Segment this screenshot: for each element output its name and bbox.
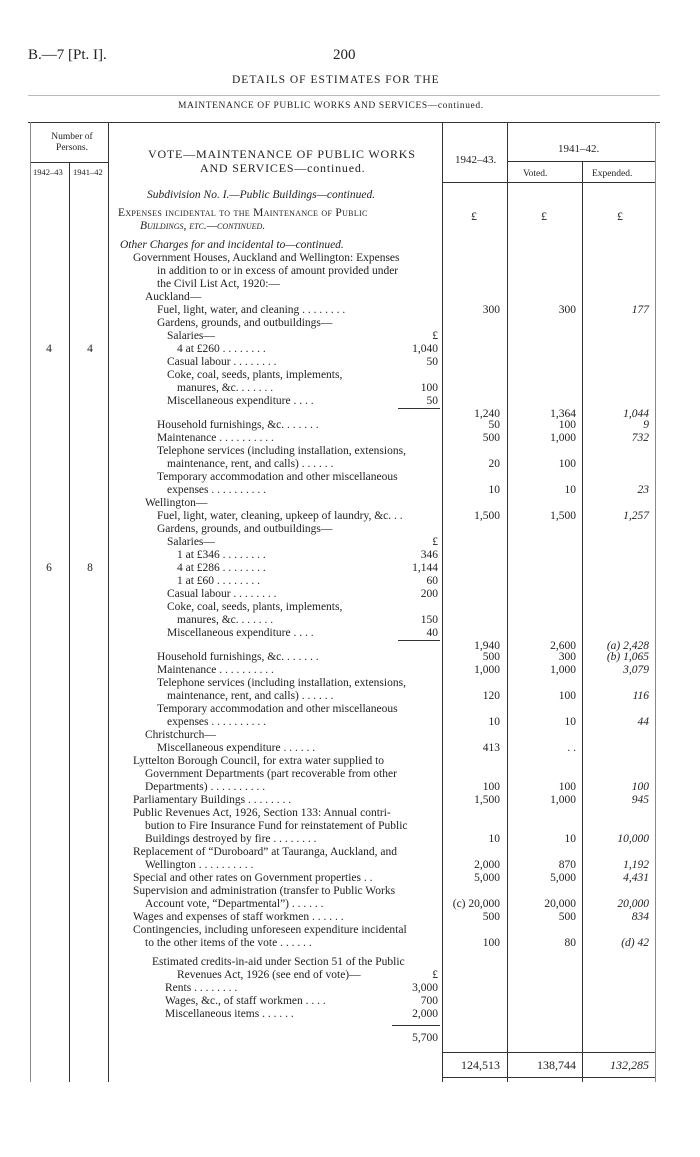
line-label: Fuel, light, water, cleaning, upkeep of laundry, &c. . . bbox=[157, 510, 403, 522]
line-label: Gardens, grounds, and outbuildings— bbox=[157, 317, 333, 329]
persons-1942: 6 bbox=[46, 562, 52, 574]
sub-amount: £ bbox=[432, 536, 438, 548]
sub-amount: 50 bbox=[426, 356, 438, 368]
expended-amount: 4,431 bbox=[623, 872, 649, 884]
total-voted: 138,744 bbox=[537, 1058, 576, 1072]
persons-right-rule bbox=[108, 122, 109, 1082]
line-label: Casual labour . . . . . . . . bbox=[167, 356, 277, 368]
line-label: Temporary accommodation and other miscellaneous bbox=[157, 471, 398, 483]
voted-amount: 500 bbox=[558, 911, 576, 923]
line-label: Miscellaneous expenditure . . . . . . bbox=[157, 742, 316, 754]
line-label: Maintenance . . . . . . . . . . bbox=[157, 432, 274, 444]
line-label: Casual labour . . . . . . . . bbox=[167, 588, 277, 600]
line-label: 1 at £346 . . . . . . . . bbox=[177, 549, 266, 561]
sub-amount: 1,144 bbox=[412, 562, 438, 574]
gov-houses-line-3: the Civil List Act, 1920:— bbox=[157, 278, 280, 290]
credits-title-1: Estimated credits-in-aid under Section 51 of the Public bbox=[152, 956, 405, 968]
persons-1941: 8 bbox=[87, 562, 93, 574]
credits-value: 3,000 bbox=[412, 982, 438, 994]
line-label: Auckland— bbox=[145, 291, 202, 303]
expended-amount: 116 bbox=[632, 690, 649, 702]
expended-right-rule bbox=[655, 122, 656, 1082]
sub-amount: 100 bbox=[420, 382, 438, 394]
voted-amount: 10 bbox=[564, 716, 576, 728]
vote-title-1: VOTE—MAINTENANCE OF PUBLIC WORKS bbox=[148, 147, 416, 161]
estimate-amount: 1,940 bbox=[474, 640, 500, 652]
persons-mid-rule bbox=[69, 162, 70, 1082]
line-label: Coke, coal, seeds, plants, implements, bbox=[167, 601, 343, 613]
line-label: Replacement of “Duroboard” at Tauranga, Auckland, and bbox=[133, 846, 398, 858]
estimate-amount: 120 bbox=[482, 690, 500, 702]
estimate-amount: 100 bbox=[482, 781, 500, 793]
estimate-amount: 20 bbox=[488, 458, 500, 470]
sub-amount: 346 bbox=[420, 549, 438, 561]
voted-amount: 10 bbox=[564, 484, 576, 496]
estimate-amount: 2,000 bbox=[474, 859, 500, 871]
voted-amount: 100 bbox=[558, 781, 576, 793]
sub-amount: 40 bbox=[426, 627, 438, 639]
header-rule bbox=[28, 95, 660, 96]
expended-amount: 20,000 bbox=[617, 898, 649, 910]
line-label: maintenance, rent, and calls) . . . . . . bbox=[167, 458, 334, 470]
page-title: DETAILS OF ESTIMATES FOR THE bbox=[232, 74, 440, 86]
totals-top-rule bbox=[442, 1052, 655, 1053]
line-label: Government Departments (part recoverable from other bbox=[145, 768, 397, 780]
expended-amount: 834 bbox=[631, 911, 649, 923]
expended-amount: 100 bbox=[631, 781, 649, 793]
estimate-amount: (c) 20,000 bbox=[452, 898, 500, 910]
expended-amount: 1,192 bbox=[623, 859, 649, 871]
voted-amount: 100 bbox=[558, 458, 576, 470]
wellington-subtotal-rule bbox=[398, 640, 440, 641]
total-expended: 132,285 bbox=[610, 1058, 649, 1072]
line-label: Salaries— bbox=[167, 536, 215, 548]
expended-amount: 1,257 bbox=[623, 510, 649, 522]
estimate-amount: 1,500 bbox=[474, 794, 500, 806]
voted-amount: 1,500 bbox=[550, 510, 576, 522]
line-label: Household furnishings, &c. . . . . . . bbox=[157, 651, 319, 663]
expended-amount: (b) 1,065 bbox=[606, 651, 649, 663]
persons-col-1941: 1941–42 bbox=[73, 167, 103, 177]
estimate-amount: 500 bbox=[482, 911, 500, 923]
line-label: Special and other rates on Government properties . . bbox=[133, 872, 373, 884]
line-label: Miscellaneous expenditure . . . . bbox=[167, 395, 314, 407]
expended-amount: 3,079 bbox=[623, 664, 649, 676]
line-label: Miscellaneous expenditure . . . . bbox=[167, 627, 314, 639]
total-estimate: 124,513 bbox=[461, 1058, 500, 1072]
voted-amount: 10 bbox=[564, 833, 576, 845]
estimate-amount: 1,240 bbox=[474, 408, 500, 420]
estimate-amount: 1,500 bbox=[474, 510, 500, 522]
expenses-heading-2: Buildings, etc.—continued. bbox=[140, 220, 266, 232]
credits-item: Miscellaneous items . . . . . . bbox=[165, 1008, 294, 1020]
expended-amount: 1,044 bbox=[623, 408, 649, 420]
line-label: Gardens, grounds, and outbuildings— bbox=[157, 523, 333, 535]
voted-amount: 100 bbox=[558, 690, 576, 702]
other-charges-heading: Other Charges for and incidental to—continued. bbox=[120, 239, 344, 251]
estimate-amount: 10 bbox=[488, 833, 500, 845]
line-label: expenses . . . . . . . . . . bbox=[167, 484, 267, 496]
credits-value: 2,000 bbox=[412, 1008, 438, 1020]
voted-amount: 300 bbox=[558, 304, 576, 316]
voted-amount: 80 bbox=[564, 937, 576, 949]
table-top-rule bbox=[28, 122, 660, 123]
estimate-amount: 500 bbox=[482, 651, 500, 663]
sub-amount: 50 bbox=[426, 395, 438, 407]
line-label: Telephone services (including installation, extensions, bbox=[157, 677, 406, 689]
credits-currency: £ bbox=[432, 969, 438, 981]
credits-value: 700 bbox=[420, 995, 438, 1007]
expended-amount: 44 bbox=[637, 716, 649, 728]
totals-bottom-rule bbox=[442, 1077, 655, 1078]
estimate-amount: 1,000 bbox=[474, 664, 500, 676]
credits-total-rule bbox=[392, 1025, 440, 1026]
page-number: 200 bbox=[333, 47, 356, 63]
estimate-year-header: 1942–43. bbox=[455, 154, 497, 166]
voted-amount: 1,000 bbox=[550, 664, 576, 676]
voted-amount: 1,000 bbox=[550, 432, 576, 444]
voted-amount: 5,000 bbox=[550, 872, 576, 884]
expended-header: Expended. bbox=[592, 169, 633, 179]
voted-right-rule bbox=[582, 161, 583, 1082]
line-label: Telephone services (including installation, extensions, bbox=[157, 445, 406, 457]
page-reference: B.—7 [Pt. I]. bbox=[28, 47, 107, 63]
sub-amount: £ bbox=[432, 330, 438, 342]
subdivision-heading: Subdivision No. I.—Public Buildings—continued. bbox=[147, 189, 376, 201]
line-label: Coke, coal, seeds, plants, implements, bbox=[167, 369, 343, 381]
line-label: Wellington— bbox=[145, 497, 208, 509]
line-label: Parliamentary Buildings . . . . . . . . bbox=[133, 794, 292, 806]
previous-year-header: 1941–42. bbox=[558, 143, 600, 155]
currency-voted: £ bbox=[541, 209, 547, 223]
voted-header: Voted. bbox=[523, 169, 548, 179]
expended-amount: (d) 42 bbox=[621, 937, 649, 949]
line-label: Christchurch— bbox=[145, 729, 216, 741]
voted-amount: . . bbox=[567, 742, 576, 754]
sub-amount: 150 bbox=[420, 614, 438, 626]
line-label: Contingencies, including unforeseen expenditure incidental bbox=[133, 924, 407, 936]
expended-amount: 732 bbox=[631, 432, 649, 444]
voted-amount: 20,000 bbox=[544, 898, 576, 910]
persons-1942: 4 bbox=[46, 343, 52, 355]
voted-amount: 300 bbox=[558, 651, 576, 663]
expended-amount: 945 bbox=[631, 794, 649, 806]
expended-amount: 177 bbox=[631, 304, 649, 316]
line-label: 4 at £260 . . . . . . . . bbox=[177, 343, 266, 355]
line-label: to the other items of the vote . . . . . . bbox=[145, 937, 312, 949]
line-label: Household furnishings, &c. . . . . . . bbox=[157, 419, 319, 431]
estimate-amount: 300 bbox=[482, 304, 500, 316]
gov-houses-line-2: in addition to or in excess of amount provided under bbox=[157, 265, 399, 277]
estimate-amount: 10 bbox=[488, 716, 500, 728]
gov-houses-line-1: Government Houses, Auckland and Wellington: Expenses bbox=[133, 252, 400, 264]
estimate-amount: 5,000 bbox=[474, 872, 500, 884]
persons-col-1942: 1942–43 bbox=[33, 167, 63, 177]
line-label: Supervision and administration (transfer to Public Works bbox=[133, 885, 396, 897]
estimate-amount: 500 bbox=[482, 432, 500, 444]
line-label: Salaries— bbox=[167, 330, 215, 342]
line-label: Wages and expenses of staff workmen . . . . . . bbox=[133, 911, 344, 923]
line-label: maintenance, rent, and calls) . . . . . . bbox=[167, 690, 334, 702]
voted-amount: 1,364 bbox=[550, 408, 576, 420]
voted-amount: 870 bbox=[558, 859, 576, 871]
sub-amount: 200 bbox=[420, 588, 438, 600]
line-label: Lyttelton Borough Council, for extra water supplied to bbox=[133, 755, 385, 767]
expended-amount: (a) 2,428 bbox=[606, 640, 649, 652]
line-label: Public Revenues Act, 1926, Section 133: Annual contri- bbox=[133, 807, 391, 819]
voted-amount: 2,600 bbox=[550, 640, 576, 652]
vote-title-2: AND SERVICES—continued. bbox=[200, 161, 366, 175]
credits-title-2: Revenues Act, 1926 (see end of vote)— bbox=[177, 969, 361, 981]
sub-amount: 1,040 bbox=[412, 343, 438, 355]
line-label: 1 at £60 . . . . . . . . bbox=[177, 575, 261, 587]
expended-amount: 23 bbox=[637, 484, 649, 496]
line-label: manures, &c. . . . . . . bbox=[177, 614, 274, 626]
estimate-amount: 413 bbox=[482, 742, 500, 754]
estimate-amount: 10 bbox=[488, 484, 500, 496]
currency-estimate: £ bbox=[471, 209, 477, 223]
line-label: Buildings destroyed by fire . . . . . . . . bbox=[145, 833, 317, 845]
page-subtitle: MAINTENANCE OF PUBLIC WORKS AND SERVICES—continued. bbox=[178, 101, 484, 111]
line-label: Maintenance . . . . . . . . . . bbox=[157, 664, 274, 676]
voted-amount: 100 bbox=[558, 419, 576, 431]
header-bottom-rule bbox=[442, 182, 655, 183]
credits-total: 5,700 bbox=[412, 1032, 438, 1044]
expended-amount: 9 bbox=[643, 419, 649, 431]
line-label: Wellington . . . . . . . . . . bbox=[145, 859, 254, 871]
line-label: Account vote, “Departmental”) . . . . . . bbox=[145, 898, 324, 910]
auckland-subtotal-rule bbox=[398, 408, 440, 409]
line-label: Fuel, light, water, and cleaning . . . . . . . . bbox=[157, 304, 346, 316]
sub-amount: 60 bbox=[426, 575, 438, 587]
credits-item: Rents . . . . . . . . bbox=[165, 982, 238, 994]
line-label: 4 at £286 . . . . . . . . bbox=[177, 562, 266, 574]
persons-left-rule bbox=[30, 122, 31, 1082]
credits-item: Wages, &c., of staff workmen . . . . bbox=[165, 995, 326, 1007]
estimate-amount: 50 bbox=[488, 419, 500, 431]
expended-amount: 10,000 bbox=[617, 833, 649, 845]
currency-expended: £ bbox=[617, 209, 623, 223]
previous-year-rule bbox=[507, 161, 655, 162]
voted-amount: 1,000 bbox=[550, 794, 576, 806]
expenses-heading-1: Expenses incidental to the Maintenance of Public bbox=[118, 207, 368, 219]
line-label: Departments) . . . . . . . . . . bbox=[145, 781, 266, 793]
persons-1941: 4 bbox=[87, 343, 93, 355]
line-label: expenses . . . . . . . . . . bbox=[167, 716, 267, 728]
persons-header: Number of Persons. bbox=[51, 132, 93, 153]
line-label: Temporary accommodation and other miscellaneous bbox=[157, 703, 398, 715]
estimate-right-rule bbox=[507, 122, 508, 1082]
estimate-left-rule bbox=[442, 122, 443, 1082]
estimate-amount: 100 bbox=[482, 937, 500, 949]
line-label: manures, &c. . . . . . . bbox=[177, 382, 274, 394]
line-label: bution to Fire Insurance Fund for reinstatement of Public bbox=[145, 820, 408, 832]
